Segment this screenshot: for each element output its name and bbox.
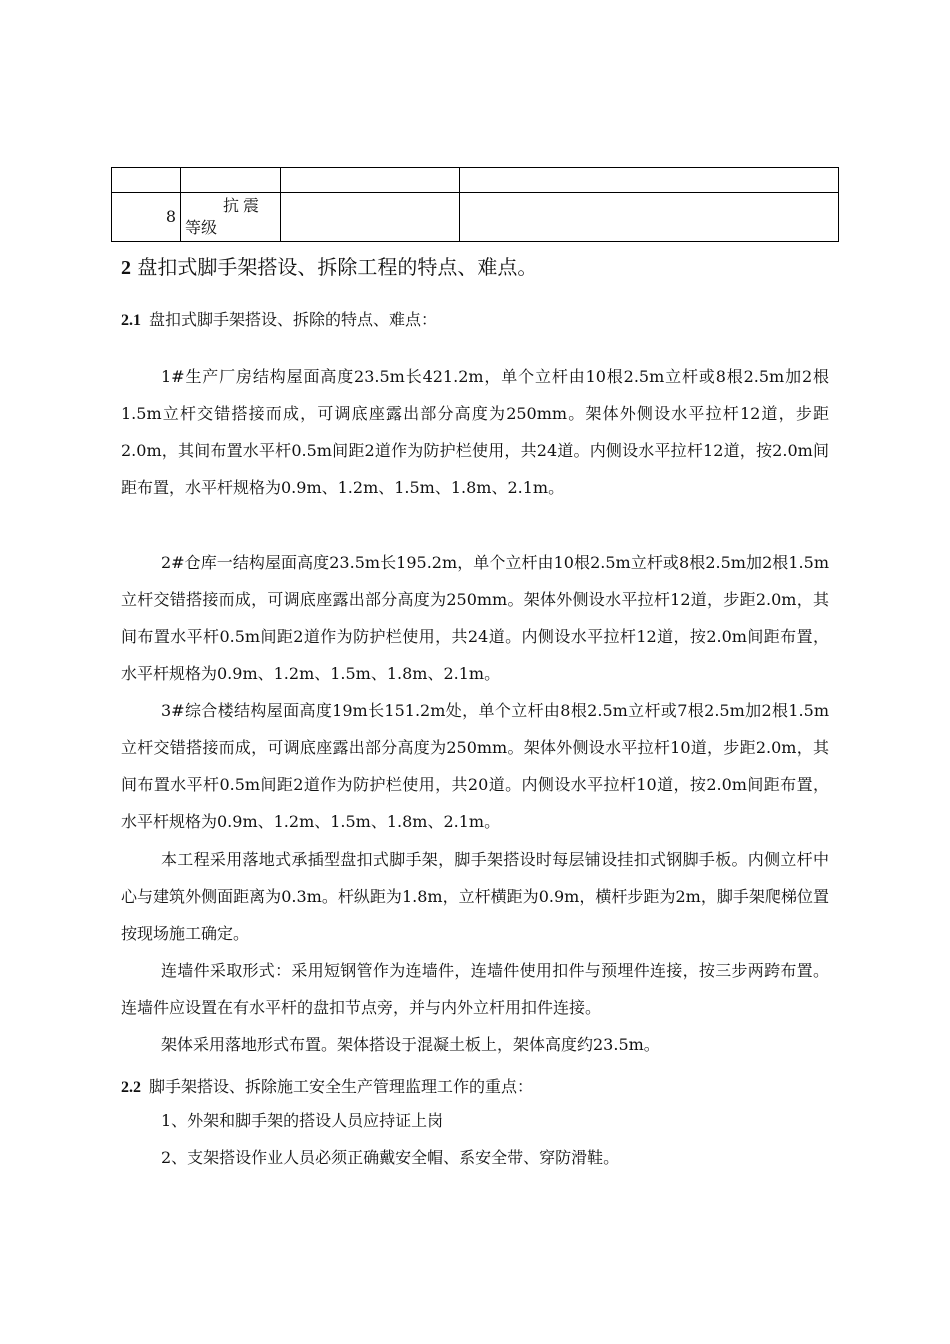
spec-table: [111, 167, 839, 242]
section-heading: [121, 253, 537, 282]
paragraph: 3#综合楼结构屋面高度19m长151.2m处，单个立杆由8根2.5m立杆或7根2.5m加2根1.5m立杆交错搭接而成，可调底座露出部分高度为250mm。架体外侧设水平拉杆10道，步距2.0m，其间布置水平杆0.5m间距2道作为防护栏使用，共20道。内侧设水平拉杆10道，按2.0m间距布置，水平杆规格为0.9m、1.2m、1.5m、1.8m、2.1m。: [121, 701, 829, 831]
row-label-line1: 抗震: [223, 196, 264, 215]
subsection-title: 脚手架搭设、拆除施工安全生产管理监理工作的重点：: [149, 1077, 534, 1096]
list-item: 2、支架搭设作业人员必须正确戴安全帽、系安全带、穿防滑鞋。: [161, 1148, 620, 1167]
subsection-heading: [121, 1076, 533, 1099]
table-cell: [460, 168, 839, 193]
row-label: [181, 193, 281, 242]
subsection-heading: [121, 309, 437, 332]
paragraph: 本工程采用落地式承插型盘扣式脚手架，脚手架搭设时每层铺设挂扣式钢脚手板。内侧立杆中心与建筑外侧面距离为0.3m。杆纵距为1.8m，立杆横距为0.9m，横杆步距为2m，脚手架爬梯位置按现场施工确定。: [121, 850, 829, 943]
table-row: [112, 193, 839, 242]
table-cell: [281, 193, 460, 242]
table-cell: [281, 168, 460, 193]
table-cell: [460, 193, 839, 242]
subsection-number: 2.1: [121, 312, 141, 329]
section-number: 2: [121, 257, 131, 279]
subsection-title: 盘扣式脚手架搭设、拆除的特点、难点：: [149, 310, 438, 329]
row-label-line2: 等级: [185, 218, 218, 237]
section-title: 盘扣式脚手架搭设、拆除工程的特点、难点。: [137, 255, 538, 279]
list-item: 1、外架和脚手架的搭设人员应持证上岗: [161, 1111, 444, 1130]
paragraph: 1#生产厂房结构屋面高度23.5m长421.2m，单个立杆由10根2.5m立杆或8根2.5m加2根1.5m立杆交错搭接而成，可调底座露出部分高度为250mm。架体外侧设水平拉杆12道，步距2.0m，其间布置水平杆0.5m间距2道作为防护栏使用，共24道。内侧设水平拉杆12道，按2.0m间距布置，水平杆规格为0.9m、1.2m、1.5m、1.8m、2.1m。: [121, 367, 829, 497]
paragraph: 连墙件采取形式：采用短钢管作为连墙件，连墙件使用扣件与预埋件连接，按三步两跨布置。连墙件应设置在有水平杆的盘扣节点旁，并与内外立杆用扣件连接。: [121, 961, 829, 1017]
table-row: [112, 168, 839, 193]
paragraph: 架体采用落地形式布置。架体搭设于混凝土板上，架体高度约23.5m。: [161, 1035, 660, 1054]
table-cell: [181, 168, 281, 193]
table-cell: [112, 168, 181, 193]
subsection-number: 2.2: [121, 1079, 141, 1096]
row-number: 8: [112, 193, 181, 242]
paragraph: 2#仓库一结构屋面高度23.5m长195.2m，单个立杆由10根2.5m立杆或8根2.5m加2根1.5m立杆交错搭接而成，可调底座露出部分高度为250mm。架体外侧设水平拉杆12道，步距2.0m，其间布置水平杆0.5m间距2道作为防护栏使用，共24道。内侧设水平拉杆12道，按2.0m间距布置，水平杆规格为0.9m、1.2m、1.5m、1.8m、2.1m。: [121, 553, 829, 683]
